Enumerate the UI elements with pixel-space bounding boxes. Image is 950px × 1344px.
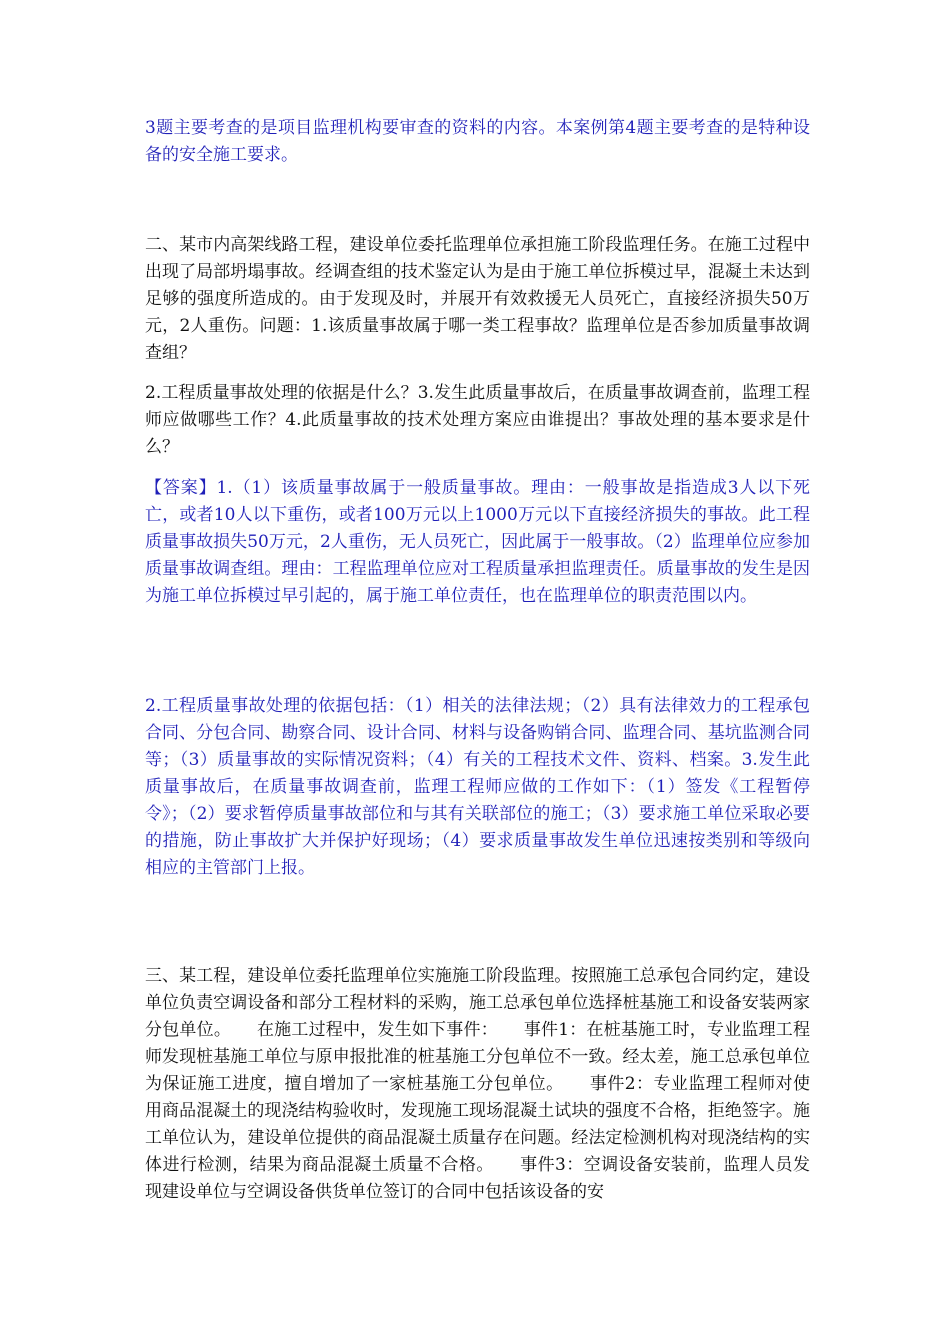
paragraph-answer-1: 【答案】1.（1）该质量事故属于一般质量事故。理由：一般事故是指造成3人以下死亡，或者10人以下重伤，或者100万元以上1000万元以下直接经济损失的事故。此工程质量事故损失50万元，2人重伤，无人员死亡，因此属于一般事故。（2）监理单位应参加质量事故调查组。理由：工程监理单位应对工程质量承担监理责任。质量事故的发生是因为施工单位拆模过早引起的，属于施工单位责任，也在监理单位的职责范围以内。 [145, 478, 810, 606]
paragraph-question-2-continued: 2.工程质量事故处理的依据是什么？3.发生此质量事故后，在质量事故调查前，监理工程师应做哪些工作？4.此质量事故的技术处理方案应由谁提出？事故处理的基本要求是什么？ [145, 383, 810, 457]
paragraph-question-2: 二、某市内高架线路工程，建设单位委托监理单位承担施工阶段监理任务。在施工过程中出现了局部坍塌事故。经调查组的技术鉴定认为是由于施工单位拆模过早，混凝土未达到足够的强度所造成的。由于发现及时，并展开有效救援无人员死亡，直接经济损失50万元，2人重伤。问题：1.该质量事故属于哪一类工程事故？监理单位是否参加质量事故调查组？ [145, 235, 810, 363]
paragraph-analysis-intro: 3题主要考查的是项目监理机构要审查的资料的内容。本案例第4题主要考查的是特种设备的安全施工要求。 [145, 118, 810, 165]
paragraph-question-3: 三、某工程，建设单位委托监理单位实施施工阶段监理。按照施工总承包合同约定，建设单位负责空调设备和部分工程材料的采购，施工总承包单位选择桩基施工和设备安装两家分包单位。 在施工过程中，发生如下事件： 事件1：在桩基施工时，专业监理工程师发现桩基施工单位与原申报批准的桩基施工分包单位不一致。经太差，施工总承包单位为保证施工进度，擅自增加了一家桩基施工分包单位。 事件2：专业监理工程师对使用商品混凝土的现浇结构验收时，发现施工现场混凝土试块的强度不合格，拒绝签字。施工单位认为，建设单位提供的商品混凝土质量存在问题。经法定检测机构对现浇结构的实体进行检测，结果为商品混凝土质量不合格。 事件3：空调设备安装前，监理人员发现建设单位与空调设备供货单位签订的合同中包括该设备的安 [145, 966, 810, 1202]
paragraph-answer-2-3: 2.工程质量事故处理的依据包括：（1）相关的法律法规；（2）具有法律效力的工程承包合同、分包合同、勘察合同、设计合同、材料与设备购销合同、监理合同、基坑监测合同等；（3）质量事故的实际情况资料；（4）有关的工程技术文件、资料、档案。3.发生此质量事故后，在质量事故调查前，监理工程师应做的工作如下：（1）签发《工程暂停令》；（2）要求暂停质量事故部位和与其有关联部位的施工；（3）要求施工单位采取必要的措施，防止事故扩大并保护好现场；（4）要求质量事故发生单位迅速按类别和等级向相应的主管部门上报。 [145, 696, 810, 878]
